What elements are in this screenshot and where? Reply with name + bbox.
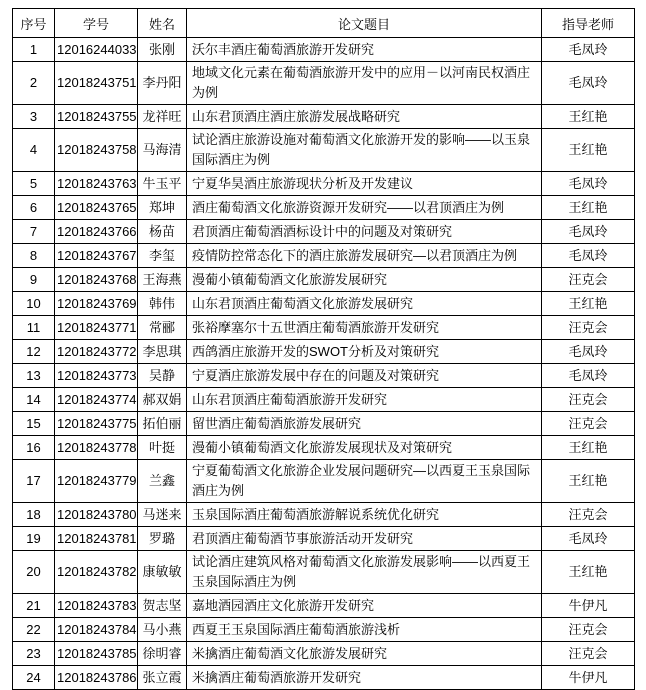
cell-title: 宁夏酒庄旅游发展中存在的问题及对策研究 [187, 364, 542, 388]
cell-student-id: 12018243782 [55, 551, 138, 594]
table-row [13, 594, 635, 618]
cell-advisor: 毛凤玲 [542, 172, 635, 196]
cell-student-id: 12018243781 [55, 527, 138, 551]
cell-title: 地域文化元素在葡萄酒旅游开发中的应用－以河南民权酒庄为例 [187, 62, 542, 105]
cell-title: 君顶酒庄葡萄酒酒标设计中的问题及对策研究 [187, 220, 542, 244]
cell-name: 吴静 [138, 364, 187, 388]
cell-student-id: 12018243786 [55, 666, 138, 690]
cell-student-id: 12018243783 [55, 594, 138, 618]
cell-title: 宁夏华昊酒庄旅游现状分析及开发建议 [187, 172, 542, 196]
cell-student-id: 12018243772 [55, 340, 138, 364]
cell-no: 16 [13, 436, 55, 460]
table-row [13, 105, 635, 129]
table-row [13, 268, 635, 292]
cell-advisor: 牛伊凡 [542, 666, 635, 690]
cell-name: 张刚 [138, 38, 187, 62]
cell-student-id: 12018243768 [55, 268, 138, 292]
cell-no: 7 [13, 220, 55, 244]
cell-student-id: 12018243751 [55, 62, 138, 105]
cell-no: 2 [13, 62, 55, 105]
cell-advisor: 王红艳 [542, 436, 635, 460]
cell-advisor: 汪克会 [542, 642, 635, 666]
cell-title: 君顶酒庄葡萄酒节事旅游活动开发研究 [187, 527, 542, 551]
cell-no: 23 [13, 642, 55, 666]
table-row [13, 642, 635, 666]
table-row [13, 38, 635, 62]
cell-advisor: 毛凤玲 [542, 244, 635, 268]
cell-student-id: 12016244033 [55, 38, 138, 62]
cell-no: 4 [13, 129, 55, 172]
table-row [13, 244, 635, 268]
cell-advisor: 王红艳 [542, 551, 635, 594]
cell-title: 西鸽酒庄旅游开发的SWOT分析及对策研究 [187, 340, 542, 364]
cell-name: 王海燕 [138, 268, 187, 292]
cell-no: 18 [13, 503, 55, 527]
cell-name: 李思琪 [138, 340, 187, 364]
cell-student-id: 12018243771 [55, 316, 138, 340]
cell-advisor: 王红艳 [542, 129, 635, 172]
cell-advisor: 王红艳 [542, 105, 635, 129]
cell-name: 拓伯丽 [138, 412, 187, 436]
table-row [13, 340, 635, 364]
cell-advisor: 王红艳 [542, 292, 635, 316]
cell-name: 李丹阳 [138, 62, 187, 105]
cell-name: 康敏敏 [138, 551, 187, 594]
cell-advisor: 汪克会 [542, 388, 635, 412]
table-row [13, 436, 635, 460]
cell-student-id: 12018243778 [55, 436, 138, 460]
cell-title: 米擒酒庄葡萄酒旅游开发研究 [187, 666, 542, 690]
cell-no: 22 [13, 618, 55, 642]
header-title: 论文题目 [187, 9, 542, 38]
cell-no: 17 [13, 460, 55, 503]
cell-title: 嘉地酒园酒庄文化旅游开发研究 [187, 594, 542, 618]
cell-title: 漫葡小镇葡萄酒文化旅游发展研究 [187, 268, 542, 292]
table-row [13, 666, 635, 690]
cell-name: 李玺 [138, 244, 187, 268]
cell-no: 6 [13, 196, 55, 220]
cell-no: 20 [13, 551, 55, 594]
cell-name: 韩伟 [138, 292, 187, 316]
cell-name: 龙祥旺 [138, 105, 187, 129]
cell-student-id: 12018243769 [55, 292, 138, 316]
thesis-table [12, 8, 635, 690]
table-row [13, 316, 635, 340]
cell-advisor: 汪克会 [542, 412, 635, 436]
table-row [13, 364, 635, 388]
cell-no: 9 [13, 268, 55, 292]
cell-advisor: 汪克会 [542, 268, 635, 292]
cell-advisor: 毛凤玲 [542, 62, 635, 105]
table-row [13, 618, 635, 642]
table-row [13, 62, 635, 105]
cell-title: 玉泉国际酒庄葡萄酒旅游解说系统优化研究 [187, 503, 542, 527]
cell-name: 贺志坚 [138, 594, 187, 618]
cell-no: 15 [13, 412, 55, 436]
cell-student-id: 12018243758 [55, 129, 138, 172]
cell-title: 试论酒庄建筑风格对葡萄酒文化旅游发展影响——以西夏王玉泉国际酒庄为例 [187, 551, 542, 594]
table-row [13, 460, 635, 503]
cell-no: 19 [13, 527, 55, 551]
header-no: 序号 [13, 9, 55, 38]
table-row [13, 220, 635, 244]
cell-name: 马迷来 [138, 503, 187, 527]
cell-title: 宁夏葡萄酒文化旅游企业发展问题研究—以西夏王玉泉国际酒庄为例 [187, 460, 542, 503]
cell-student-id: 12018243779 [55, 460, 138, 503]
table-row [13, 292, 635, 316]
cell-student-id: 12018243755 [55, 105, 138, 129]
cell-advisor: 汪克会 [542, 618, 635, 642]
cell-student-id: 12018243767 [55, 244, 138, 268]
cell-no: 13 [13, 364, 55, 388]
header-name: 姓名 [138, 9, 187, 38]
cell-title: 张裕摩塞尔十五世酒庄葡萄酒旅游开发研究 [187, 316, 542, 340]
cell-advisor: 毛凤玲 [542, 527, 635, 551]
cell-student-id: 12018243766 [55, 220, 138, 244]
cell-advisor: 汪克会 [542, 316, 635, 340]
cell-title: 山东君顶酒庄葡萄酒文化旅游发展研究 [187, 292, 542, 316]
cell-title: 山东君顶酒庄葡萄酒旅游开发研究 [187, 388, 542, 412]
cell-name: 郑坤 [138, 196, 187, 220]
cell-no: 12 [13, 340, 55, 364]
cell-no: 3 [13, 105, 55, 129]
cell-title: 疫情防控常态化下的酒庄旅游发展研究—以君顶酒庄为例 [187, 244, 542, 268]
cell-name: 叶挺 [138, 436, 187, 460]
cell-student-id: 12018243774 [55, 388, 138, 412]
cell-advisor: 毛凤玲 [542, 220, 635, 244]
header-advisor: 指导老师 [542, 9, 635, 38]
table-row [13, 551, 635, 594]
cell-title: 米擒酒庄葡萄酒文化旅游发展研究 [187, 642, 542, 666]
cell-student-id: 12018243780 [55, 503, 138, 527]
cell-name: 马海清 [138, 129, 187, 172]
cell-name: 郝双娟 [138, 388, 187, 412]
table-row [13, 129, 635, 172]
cell-name: 马小燕 [138, 618, 187, 642]
cell-name: 牛玉平 [138, 172, 187, 196]
table-row [13, 412, 635, 436]
cell-title: 留世酒庄葡萄酒旅游发展研究 [187, 412, 542, 436]
cell-title: 沃尔丰酒庄葡萄酒旅游开发研究 [187, 38, 542, 62]
cell-title: 酒庄葡萄酒文化旅游资源开发研究——以君顶酒庄为例 [187, 196, 542, 220]
thesis-table-body [13, 38, 635, 690]
header-student-id: 学号 [55, 9, 138, 38]
cell-no: 24 [13, 666, 55, 690]
cell-advisor: 牛伊凡 [542, 594, 635, 618]
cell-student-id: 12018243785 [55, 642, 138, 666]
table-row [13, 388, 635, 412]
table-row [13, 172, 635, 196]
cell-title: 西夏王玉泉国际酒庄葡萄酒旅游浅析 [187, 618, 542, 642]
cell-no: 21 [13, 594, 55, 618]
cell-no: 10 [13, 292, 55, 316]
cell-no: 14 [13, 388, 55, 412]
cell-advisor: 王红艳 [542, 460, 635, 503]
cell-title: 试论酒庄旅游设施对葡萄酒文化旅游开发的影响——以玉泉国际酒庄为例 [187, 129, 542, 172]
cell-no: 5 [13, 172, 55, 196]
cell-name: 张立霞 [138, 666, 187, 690]
cell-name: 常郦 [138, 316, 187, 340]
cell-student-id: 12018243763 [55, 172, 138, 196]
cell-title: 漫葡小镇葡萄酒文化旅游发展现状及对策研究 [187, 436, 542, 460]
cell-no: 8 [13, 244, 55, 268]
cell-name: 杨苗 [138, 220, 187, 244]
cell-title: 山东君顶酒庄酒庄旅游发展战略研究 [187, 105, 542, 129]
cell-student-id: 12018243765 [55, 196, 138, 220]
cell-advisor: 毛凤玲 [542, 364, 635, 388]
cell-student-id: 12018243773 [55, 364, 138, 388]
cell-student-id: 12018243784 [55, 618, 138, 642]
cell-no: 1 [13, 38, 55, 62]
cell-advisor: 毛凤玲 [542, 340, 635, 364]
table-row [13, 527, 635, 551]
table-row [13, 503, 635, 527]
cell-student-id: 12018243775 [55, 412, 138, 436]
cell-advisor: 毛凤玲 [542, 38, 635, 62]
cell-no: 11 [13, 316, 55, 340]
cell-advisor: 王红艳 [542, 196, 635, 220]
cell-name: 兰鑫 [138, 460, 187, 503]
cell-name: 罗璐 [138, 527, 187, 551]
cell-name: 徐明睿 [138, 642, 187, 666]
table-header-row [13, 9, 635, 38]
cell-advisor: 汪克会 [542, 503, 635, 527]
table-row [13, 196, 635, 220]
